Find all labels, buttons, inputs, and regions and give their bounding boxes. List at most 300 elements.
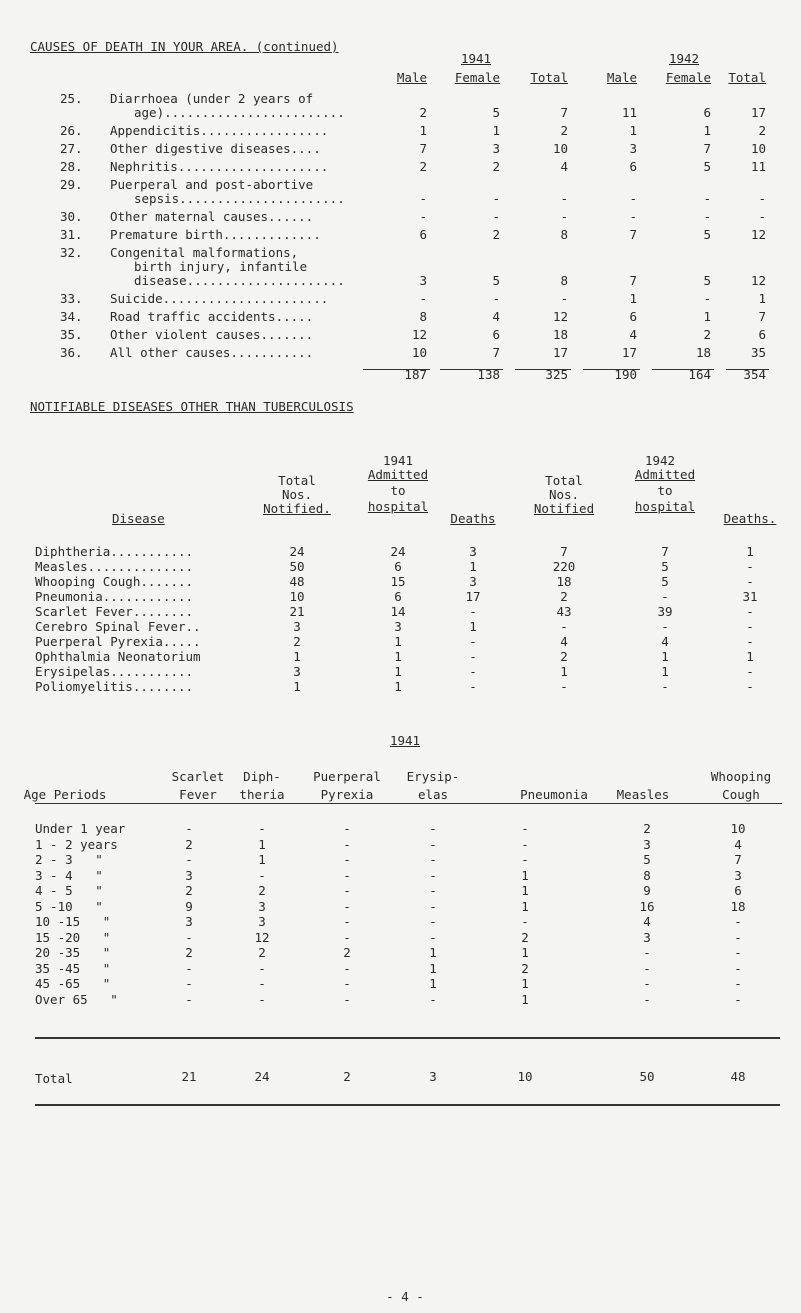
cell-value: 2	[703, 327, 711, 342]
column-header: Total	[545, 473, 583, 488]
cell-value: 6	[758, 327, 766, 342]
total-value: 138	[477, 367, 500, 382]
disease-label: Whooping Cough.......	[35, 574, 194, 589]
cell-value: -	[258, 867, 266, 883]
total-value: 2	[343, 1069, 351, 1084]
cell-value: -	[185, 929, 193, 945]
column-header: Puerperal	[313, 769, 381, 784]
cell-value: 5	[703, 273, 711, 288]
cell-value: -	[661, 589, 669, 604]
column-header: hospital	[367, 499, 429, 514]
cell-value: -	[343, 991, 351, 1007]
cell-value: 8	[560, 227, 568, 242]
cause-label: Nephritis....................	[110, 159, 329, 174]
age-period: 5 -10 "	[35, 898, 103, 914]
column-header: Scarlet	[171, 769, 225, 784]
cell-value: -	[492, 209, 500, 224]
cell-value: -	[185, 991, 193, 1007]
column-header: Total	[728, 70, 766, 85]
column-header: Disease	[112, 511, 165, 526]
column-header: Deaths.	[723, 511, 777, 526]
cell-value: 7	[703, 141, 711, 156]
cell-value: -	[629, 191, 637, 206]
cell-value: -	[469, 634, 477, 649]
age-period: Under 1 year	[35, 821, 126, 836]
cell-value: -	[560, 619, 568, 634]
cell-value: 1	[429, 945, 437, 960]
cell-value: -	[643, 960, 651, 976]
cause-label: Other violent causes.......	[110, 327, 314, 342]
cell-value: -	[560, 191, 568, 206]
cause-label: Diarrhoea (under 2 years of	[110, 91, 314, 106]
column-header: Female	[454, 70, 500, 85]
cell-value: 18	[695, 345, 711, 360]
cell-value: 18	[552, 327, 568, 342]
disease-label: Puerperal Pyrexia.....	[35, 634, 201, 649]
cell-value: -	[703, 291, 711, 306]
cell-value: 7	[629, 227, 637, 242]
cell-value: 12	[552, 309, 568, 324]
cell-value: -	[419, 191, 427, 206]
row-number: 25.	[60, 91, 83, 106]
column-header: theria	[239, 787, 285, 802]
cell-value: -	[258, 991, 266, 1007]
column-header: Pneumonia	[520, 787, 588, 802]
cell-value: 43	[556, 604, 572, 619]
cell-value: 1	[746, 649, 754, 664]
cell-value: 1	[429, 976, 437, 991]
cell-value: -	[429, 821, 437, 836]
disease-label: Erysipelas...........	[35, 664, 194, 679]
column-header: Male	[396, 70, 427, 85]
cell-value: -	[429, 852, 437, 867]
cell-value: 3	[394, 619, 402, 634]
cell-value: 1	[521, 945, 529, 960]
rule-line	[35, 803, 782, 804]
cell-value: 2	[492, 159, 500, 174]
cell-value: 3	[419, 273, 427, 288]
row-number: 26.	[60, 123, 83, 138]
total-value: 187	[404, 367, 427, 382]
disease-label: Ophthalmia Neonatorium	[35, 649, 201, 664]
year-header: 1941	[389, 733, 421, 748]
cell-value: -	[643, 976, 651, 991]
cell-value: 24	[390, 544, 406, 559]
cell-value: -	[661, 679, 669, 694]
cell-value: -	[343, 867, 351, 883]
cell-value: 6	[703, 105, 711, 120]
cell-value: 2	[419, 105, 427, 120]
cell-value: 2	[419, 159, 427, 174]
cause-label: sepsis......................	[134, 191, 345, 206]
total-value: 48	[730, 1069, 746, 1084]
cell-value: 17	[465, 589, 481, 604]
cell-value: -	[746, 604, 754, 619]
cell-value: -	[521, 836, 529, 852]
cell-value: -	[560, 209, 568, 224]
cell-value: 8	[643, 867, 651, 883]
cell-value: 3	[185, 867, 193, 883]
column-header: hospital	[634, 499, 696, 514]
cell-value: 12	[750, 273, 766, 288]
cell-value: -	[492, 191, 500, 206]
cell-value: 1	[746, 544, 754, 559]
cell-value: -	[703, 191, 711, 206]
cell-value: -	[185, 976, 193, 991]
total-value: 164	[688, 367, 711, 382]
column-header: elas	[417, 787, 449, 802]
cell-value: 1	[629, 291, 637, 306]
cell-value: 7	[758, 309, 766, 324]
page-number: - 4 -	[386, 1289, 424, 1304]
cell-value: 12	[750, 227, 766, 242]
column-header: Whooping	[710, 769, 772, 784]
column-header: Nos.	[548, 487, 580, 502]
disease-label: Cerebro Spinal Fever..	[35, 619, 201, 634]
cell-value: 5	[703, 159, 711, 174]
cell-value: 2	[560, 123, 568, 138]
cell-value: -	[258, 821, 266, 836]
cell-value: 5	[492, 105, 500, 120]
section1-title: CAUSES OF DEATH IN YOUR AREA. (continued)	[30, 39, 339, 54]
cause-label: Other digestive diseases....	[110, 141, 321, 156]
cell-value: 35	[750, 345, 766, 360]
cell-value: 1	[521, 976, 529, 991]
column-header: to	[657, 483, 673, 498]
cell-value: -	[343, 914, 351, 929]
cell-value: 1	[560, 664, 568, 679]
cell-value: -	[746, 634, 754, 649]
column-header: Erysip-	[406, 769, 460, 784]
cell-value: 1	[521, 883, 529, 898]
cell-value: -	[343, 929, 351, 945]
total-value: 50	[639, 1069, 655, 1084]
cell-value: 2	[521, 929, 529, 945]
cell-value: 16	[639, 898, 655, 914]
disease-label: Poliomyelitis........	[35, 679, 194, 694]
cell-value: -	[643, 991, 651, 1007]
cell-value: 10	[289, 589, 305, 604]
cell-value: 18	[556, 574, 572, 589]
cell-value: 1	[394, 679, 402, 694]
cell-value: 11	[750, 159, 766, 174]
cell-value: 48	[289, 574, 305, 589]
age-period: 20 -35 "	[35, 945, 111, 960]
age-period: 35 -45 "	[35, 960, 111, 976]
column-header: Notified	[533, 501, 595, 516]
column-header: Age Periods	[23, 787, 107, 802]
year-header: 1942	[644, 453, 676, 468]
cell-value: 8	[560, 273, 568, 288]
age-period: 1 - 2 years	[35, 836, 118, 852]
row-number: 31.	[60, 227, 83, 242]
cell-value: 18	[730, 898, 746, 914]
cell-value: 6	[394, 589, 402, 604]
cell-value: -	[469, 679, 477, 694]
cell-value: 5	[703, 227, 711, 242]
cell-value: 1	[492, 123, 500, 138]
cell-value: -	[734, 960, 742, 976]
cell-value: -	[429, 883, 437, 898]
cause-label: Puerperal and post-abortive	[110, 177, 314, 192]
rule-line	[35, 1037, 780, 1039]
cause-label: Other maternal causes......	[110, 209, 314, 224]
age-period: Over 65 "	[35, 991, 118, 1007]
cell-value: 8	[419, 309, 427, 324]
column-header: Nos.	[281, 487, 313, 502]
cell-value: -	[734, 929, 742, 945]
cell-value: 12	[254, 929, 270, 945]
cell-value: -	[734, 945, 742, 960]
cell-value: 2	[492, 227, 500, 242]
column-header: Deaths	[450, 511, 496, 526]
cell-value: 7	[560, 544, 568, 559]
cell-value: -	[469, 604, 477, 619]
cell-value: 4	[734, 836, 742, 852]
column-header: Total	[278, 473, 316, 488]
cell-value: 4	[560, 159, 568, 174]
cell-value: 4	[492, 309, 500, 324]
column-header: Admitted	[367, 467, 429, 482]
cell-value: 7	[419, 141, 427, 156]
cell-value: 14	[390, 604, 406, 619]
cell-value: -	[746, 619, 754, 634]
cell-value: -	[746, 664, 754, 679]
cell-value: -	[429, 867, 437, 883]
cell-value: -	[429, 836, 437, 852]
cell-value: 21	[289, 604, 305, 619]
cell-value: 3	[293, 619, 301, 634]
cell-value: 10	[552, 141, 568, 156]
cell-value: 7	[492, 345, 500, 360]
cell-value: 1	[758, 291, 766, 306]
cell-value: -	[258, 960, 266, 976]
cell-value: 1	[469, 559, 477, 574]
cell-value: 1	[703, 123, 711, 138]
cell-value: 3	[469, 574, 477, 589]
cell-value: -	[734, 991, 742, 1007]
cell-value: 7	[734, 852, 742, 867]
cell-value: -	[643, 945, 651, 960]
total-value: 354	[743, 367, 766, 382]
cell-value: -	[429, 898, 437, 914]
cell-value: 1	[394, 664, 402, 679]
total-value: 325	[545, 367, 568, 382]
cell-value: 4	[643, 914, 651, 929]
row-number: 30.	[60, 209, 83, 224]
row-number: 27.	[60, 141, 83, 156]
total-value: 24	[254, 1069, 270, 1084]
cell-value: 1	[521, 867, 529, 883]
column-header: Total	[530, 70, 568, 85]
column-header: Male	[606, 70, 637, 85]
column-header: Cough	[722, 787, 760, 802]
cause-label: Premature birth.............	[110, 227, 321, 242]
cell-value: 4	[560, 634, 568, 649]
cell-value: 1	[394, 649, 402, 664]
cell-value: 3	[469, 544, 477, 559]
cell-value: 6	[394, 559, 402, 574]
cell-value: 12	[411, 327, 427, 342]
row-number: 34.	[60, 309, 83, 324]
age-period: 10 -15 "	[35, 914, 111, 929]
cell-value: 2	[343, 945, 351, 960]
cell-value: -	[703, 209, 711, 224]
cell-value: -	[734, 976, 742, 991]
cell-value: 3	[734, 867, 742, 883]
cell-value: 1	[629, 123, 637, 138]
cell-value: -	[492, 291, 500, 306]
cell-value: 1	[258, 836, 266, 852]
year-header: 1942	[668, 51, 700, 66]
section2-title: NOTIFIABLE DISEASES OTHER THAN TUBERCULOSIS	[30, 399, 354, 414]
cell-value: 2	[643, 821, 651, 836]
cell-value: 10	[730, 821, 746, 836]
cell-value: 3	[643, 929, 651, 945]
cell-value: 1	[521, 898, 529, 914]
cell-value: -	[469, 649, 477, 664]
cell-value: -	[521, 821, 529, 836]
cell-value: 11	[621, 105, 637, 120]
column-header: to	[390, 483, 406, 498]
cell-value: -	[560, 291, 568, 306]
cell-value: 39	[657, 604, 673, 619]
cell-value: 1	[469, 619, 477, 634]
column-header: Measles	[616, 787, 670, 802]
cell-value: -	[758, 209, 766, 224]
cell-value: 9	[185, 898, 193, 914]
cell-value: -	[746, 679, 754, 694]
cause-label: birth injury, infantile	[134, 259, 308, 274]
cause-label: Suicide......................	[110, 291, 329, 306]
row-number: 32.	[60, 245, 83, 260]
rule-line	[35, 1104, 780, 1106]
cell-value: -	[469, 664, 477, 679]
cell-value: -	[629, 209, 637, 224]
cell-value: -	[343, 898, 351, 914]
cell-value: -	[746, 574, 754, 589]
cell-value: -	[343, 836, 351, 852]
row-number: 33.	[60, 291, 83, 306]
column-header: Admitted	[634, 467, 696, 482]
column-header: Female	[665, 70, 711, 85]
cell-value: -	[734, 914, 742, 929]
age-period: 15 -20 "	[35, 929, 111, 945]
cell-value: 2	[258, 945, 266, 960]
cell-value: 17	[552, 345, 568, 360]
cell-value: -	[429, 991, 437, 1007]
cell-value: -	[185, 960, 193, 976]
cell-value: 3	[629, 141, 637, 156]
year-header: 1941	[460, 51, 492, 66]
cause-label: Congenital malformations,	[110, 245, 299, 260]
row-number: 29.	[60, 177, 83, 192]
cell-value: 2	[293, 634, 301, 649]
cell-value: 5	[643, 852, 651, 867]
cell-value: 2	[521, 960, 529, 976]
cell-value: 3	[258, 898, 266, 914]
cell-value: 2	[758, 123, 766, 138]
cell-value: 1	[293, 649, 301, 664]
cell-value: -	[521, 914, 529, 929]
cell-value: 3	[293, 664, 301, 679]
cell-value: -	[343, 821, 351, 836]
cell-value: 2	[258, 883, 266, 898]
total-value: 190	[614, 367, 637, 382]
cell-value: -	[521, 852, 529, 867]
cause-label: Appendicitis.................	[110, 123, 329, 138]
cell-value: 1	[419, 123, 427, 138]
cell-value: 10	[750, 141, 766, 156]
column-header: Notified.	[263, 501, 331, 516]
cell-value: 1	[394, 634, 402, 649]
cell-value: -	[758, 191, 766, 206]
cell-value: 1	[661, 664, 669, 679]
cell-value: 4	[661, 634, 669, 649]
total-value: 10	[517, 1069, 533, 1084]
cell-value: 1	[703, 309, 711, 324]
cell-value: 2	[185, 883, 193, 898]
age-period: 4 - 5 "	[35, 883, 103, 898]
cell-value: 5	[661, 574, 669, 589]
cell-value: 17	[750, 105, 766, 120]
disease-label: Scarlet Fever........	[35, 604, 194, 619]
disease-label: Diphtheria...........	[35, 544, 194, 559]
cell-value: 31	[742, 589, 758, 604]
cell-value: 4	[629, 327, 637, 342]
age-period: 3 - 4 "	[35, 867, 103, 883]
cell-value: 6	[492, 327, 500, 342]
cell-value: 6	[629, 309, 637, 324]
cause-label: age)........................	[134, 105, 345, 120]
cell-value: -	[419, 209, 427, 224]
total-value: 21	[181, 1069, 197, 1084]
row-number: 35.	[60, 327, 83, 342]
cell-value: 3	[492, 141, 500, 156]
row-number: 28.	[60, 159, 83, 174]
cell-value: 2	[560, 589, 568, 604]
cell-value: -	[343, 960, 351, 976]
cell-value: 5	[661, 559, 669, 574]
cell-value: 50	[289, 559, 305, 574]
cell-value: -	[429, 914, 437, 929]
column-header: Pyrexia	[320, 787, 374, 802]
cell-value: 7	[661, 544, 669, 559]
cell-value: 10	[411, 345, 427, 360]
cell-value: 3	[185, 914, 193, 929]
cell-value: 6	[734, 883, 742, 898]
total-label: Total	[35, 1071, 73, 1086]
cell-value: 1	[521, 991, 529, 1007]
age-period: 45 -65 "	[35, 976, 111, 991]
cause-label: Road traffic accidents.....	[110, 309, 314, 324]
row-number: 36.	[60, 345, 83, 360]
cell-value: -	[258, 976, 266, 991]
cell-value: 1	[429, 960, 437, 976]
cell-value: 15	[390, 574, 406, 589]
cell-value: -	[429, 929, 437, 945]
cell-value: 24	[289, 544, 305, 559]
cell-value: 17	[621, 345, 637, 360]
cell-value: -	[343, 852, 351, 867]
cell-value: 6	[629, 159, 637, 174]
cause-label: disease.....................	[134, 273, 345, 288]
cell-value: -	[343, 883, 351, 898]
column-header: Diph-	[243, 769, 281, 784]
age-period: 2 - 3 "	[35, 852, 103, 867]
cell-value: -	[746, 559, 754, 574]
cell-value: 7	[629, 273, 637, 288]
